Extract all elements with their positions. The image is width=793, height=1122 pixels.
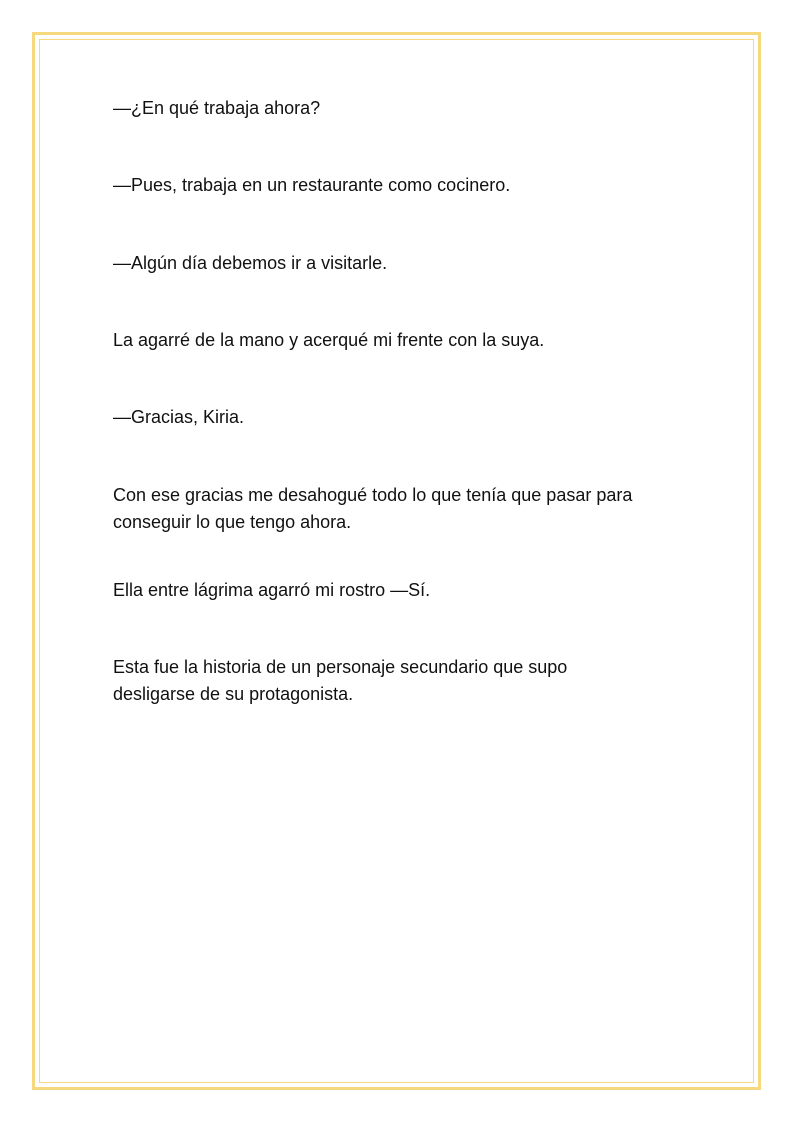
paragraph-dialogue-2: —Pues, trabaja en un restaurante como cocinero.	[113, 175, 511, 195]
paragraph-dialogue-4: —Gracias, Kiria.	[113, 407, 245, 427]
paragraph-narration-2: Con ese gracias me desahogué todo lo que tenía que pasar para conseguir lo que tengo ahora.	[113, 485, 633, 532]
paragraph-narration-1: La agarré de la mano y acerqué mi frente con la suya.	[113, 330, 545, 350]
paragraph-dialogue-1: —¿En qué trabaja ahora?	[113, 98, 321, 118]
paragraph-narration-3: Ella entre lágrima agarró mi rostro —Sí.	[113, 580, 431, 600]
paragraph-closing: Esta fue la historia de un personaje secundario que supo desligarse de su protagonista.	[113, 657, 568, 704]
paragraph-dialogue-3: —Algún día debemos ir a visitarle.	[113, 253, 388, 273]
